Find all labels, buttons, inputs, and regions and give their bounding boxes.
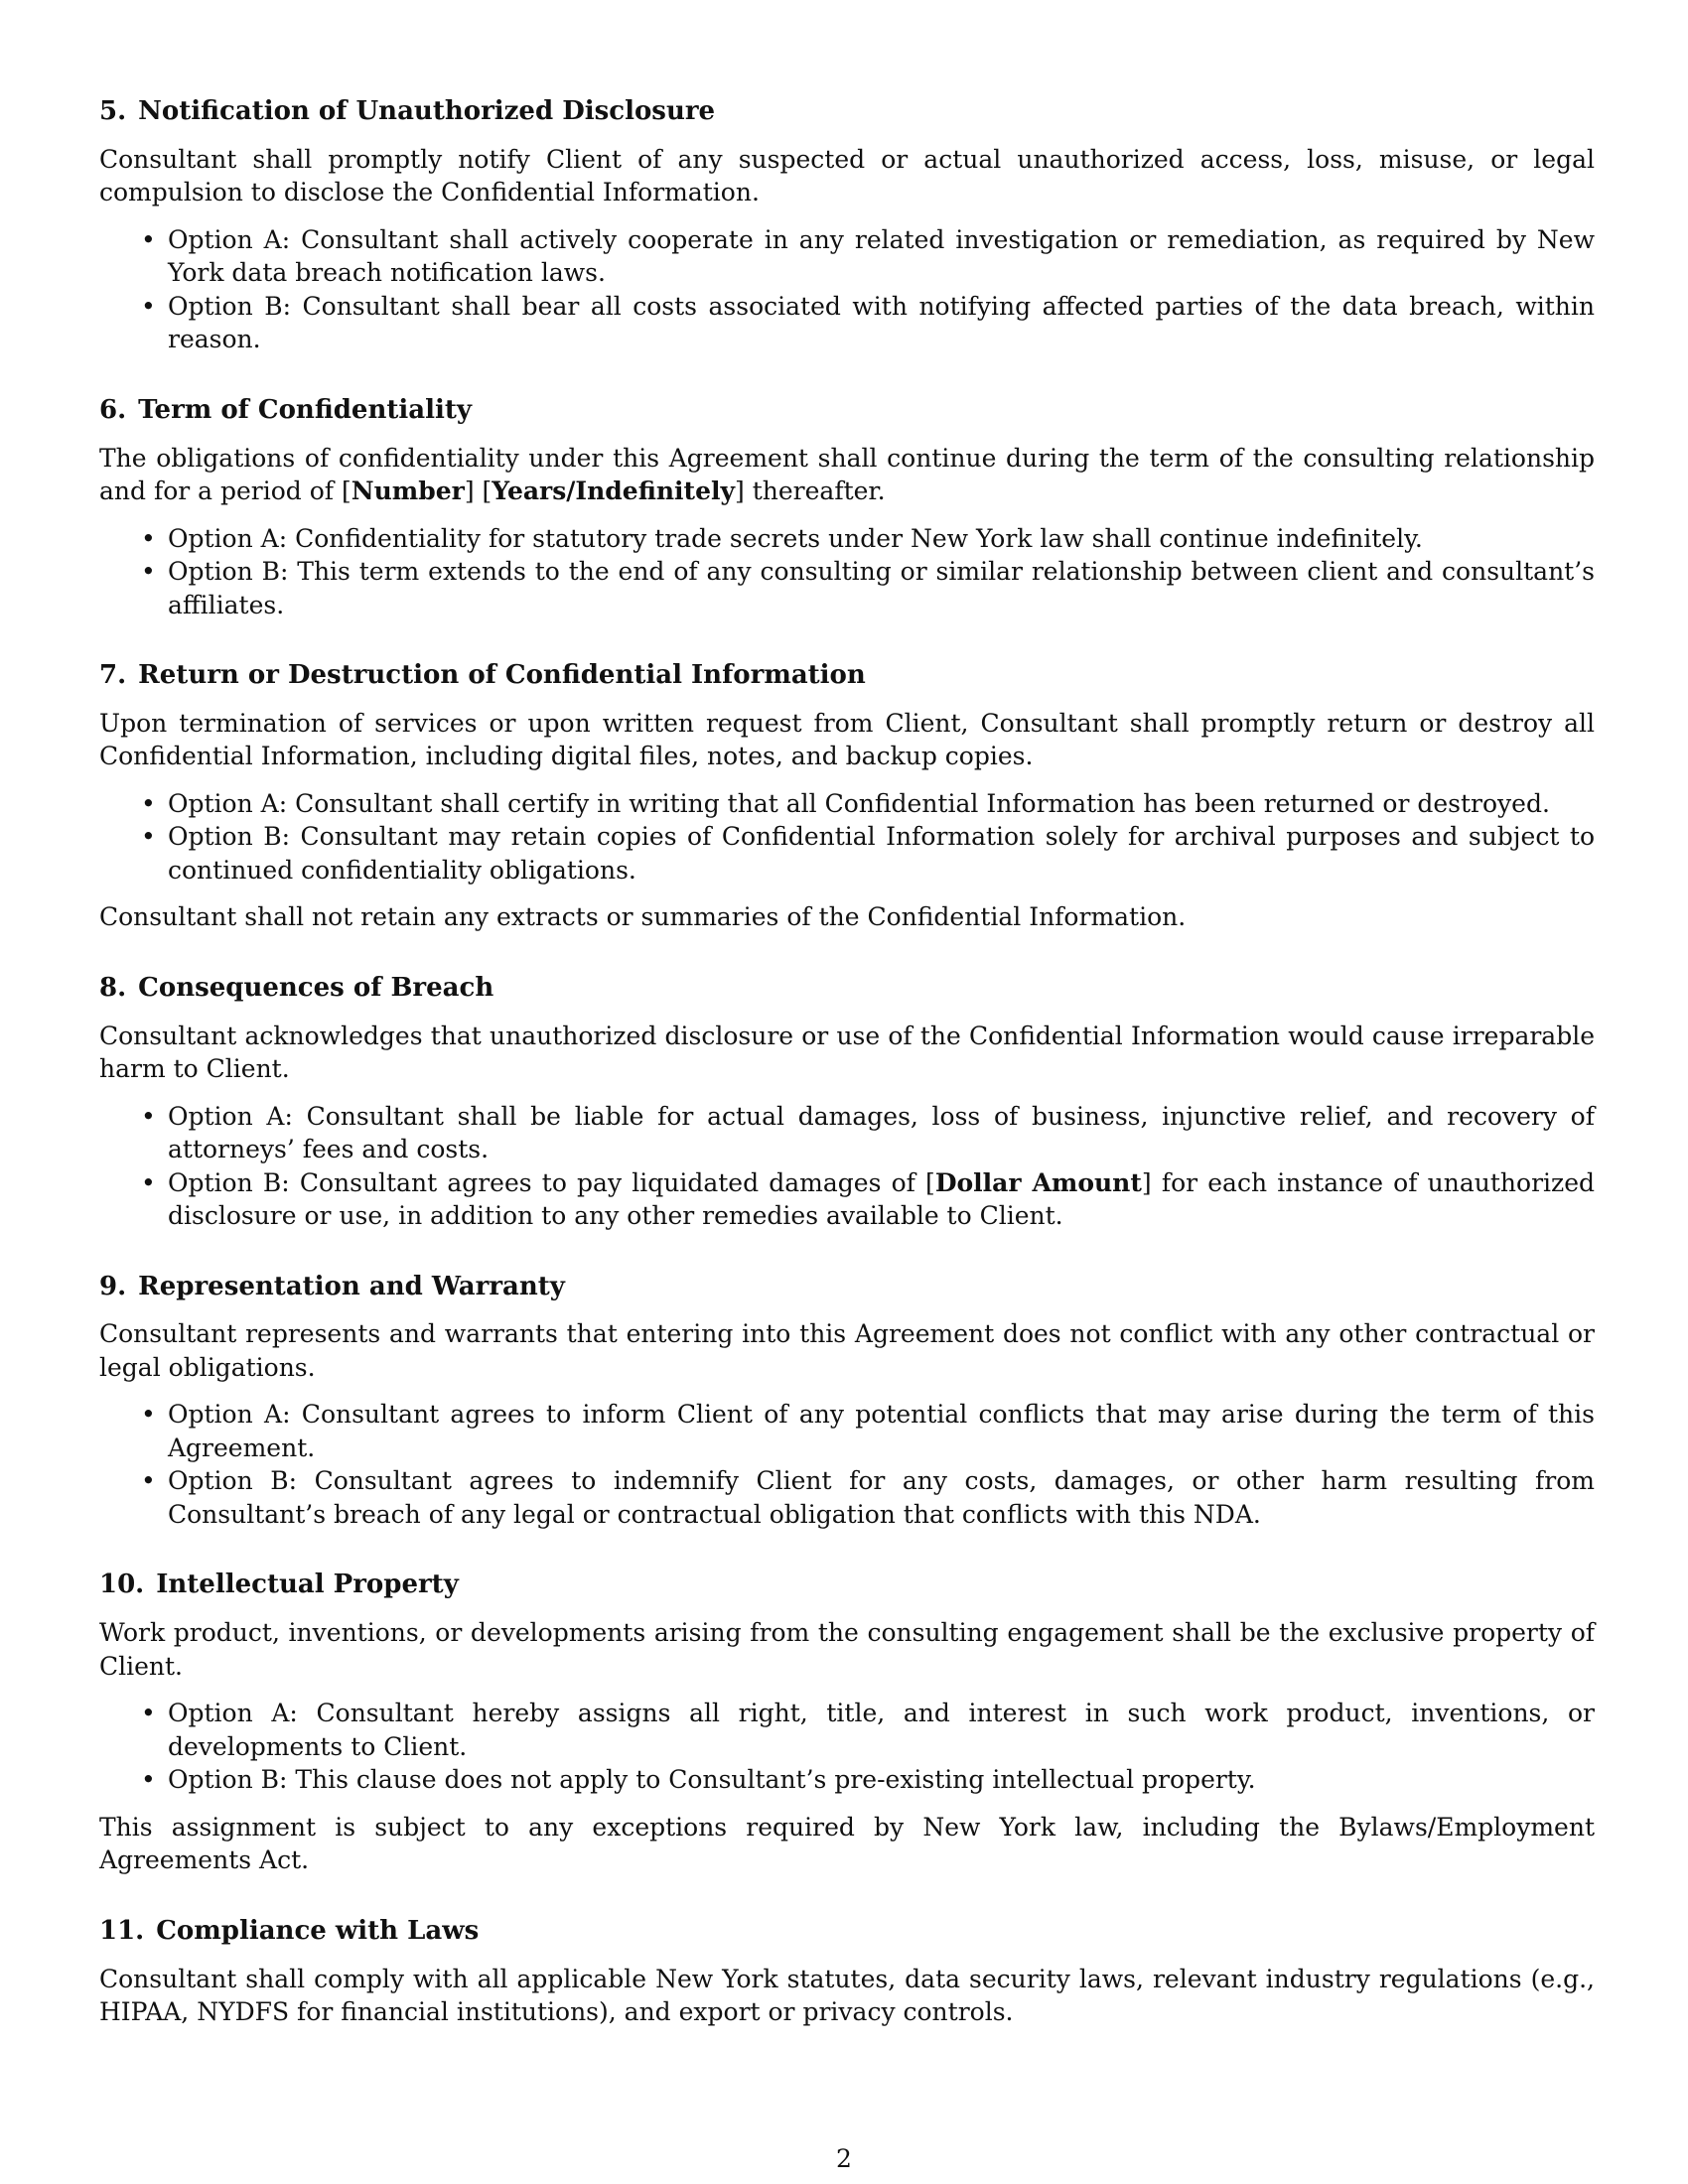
section-heading	[99, 972, 1595, 1006]
section-title: Return or Destruction of Confidential Information	[138, 660, 866, 691]
section-title: Intellectual Property	[156, 1570, 459, 1600]
option-b: • Option B: This clause does not apply to Consultant’s pre-existing intellectual property.	[168, 1763, 1595, 1797]
section-number: 11.	[99, 1915, 145, 1946]
section-closing-text: Consultant shall not retain any extracts or summaries of the Confidential Information.	[99, 902, 1187, 932]
option-a: • Option A: Consultant shall actively cooperate in any related investigation or remediation, as required by New York data breach notification laws.	[168, 223, 1595, 290]
section-8	[99, 972, 1595, 1233]
section-number: 8.	[99, 972, 127, 1003]
body-text: ] thereafter.	[735, 477, 886, 506]
option-a: • Option A: Consultant agrees to inform Client of any potential conflicts that may arise during the term of this Agreement.	[168, 1398, 1595, 1464]
options-list	[99, 223, 1595, 356]
section-number: 7.	[99, 660, 127, 691]
section-number: 9.	[99, 1271, 127, 1301]
body-text: ] [	[464, 477, 492, 506]
section-body: Work product, inventions, or developments arising from the consulting engagement shall be the exclusive property of Client.	[99, 1618, 1595, 1681]
placeholder-number: Number	[351, 477, 465, 506]
section-7	[99, 659, 1595, 934]
section-number: 5.	[99, 96, 127, 126]
section-6	[99, 394, 1595, 621]
section-body: Consultant represents and warrants that entering into this Agreement does not conflict with any other contractual or legal obligations.	[99, 1319, 1595, 1382]
option-a: • Option A: Consultant hereby assigns all right, title, and interest in such work product, inventions, or developments to Client.	[168, 1697, 1595, 1763]
section-number: 6.	[99, 394, 127, 425]
option-b: • Option B: Consultant shall bear all costs associated with notifying affected parties of the data breach, within reason.	[168, 290, 1595, 356]
page-number: 2	[836, 2144, 852, 2173]
section-title: Consequences of Breach	[138, 972, 494, 1003]
section-heading	[99, 1915, 1595, 1949]
document-page	[99, 95, 1595, 2029]
section-body: Consultant shall promptly notify Client of any suspected or actual unauthorized access, loss, misuse, or legal compulsion to disclose the Confidential Information.	[99, 144, 1595, 207]
section-10	[99, 1569, 1595, 1876]
section-9	[99, 1271, 1595, 1532]
option-b: • Option B: Consultant agrees to indemnify Client for any costs, damages, or other harm resulting from Consultant’s breach of any legal or contractual obligation that conflicts with this NDA.	[168, 1464, 1595, 1531]
options-list	[99, 1697, 1595, 1797]
section-body: Consultant acknowledges that unauthorized disclosure or use of the Confidential Information would cause irreparable harm to Client.	[99, 1021, 1595, 1084]
options-list	[99, 1398, 1595, 1531]
section-title: Notification of Unauthorized Disclosure	[138, 96, 716, 126]
option-a: • Option A: Consultant shall be liable for actual damages, loss of business, injunctive relief, and recovery of attorneys’ fees and costs.	[168, 1100, 1595, 1166]
section-heading	[99, 1569, 1595, 1602]
option-a: • Option A: Consultant shall certify in writing that all Confidential Information has been returned or destroyed.	[168, 787, 1595, 821]
section-heading	[99, 394, 1595, 428]
section-body	[99, 442, 1595, 508]
body-text: The obligations of confidentiality under this Agreement shall continue during the term of the consulting relationship and for a period of [	[99, 443, 1595, 506]
placeholder-dollar-amount: Dollar Amount	[934, 1167, 1142, 1197]
section-closing-text: This assignment is subject to any exceptions required by New York law, including the Bylaws/Employment Agreements Act.	[99, 1812, 1595, 1875]
option-b: • Option B: This term extends to the end of any consulting or similar relationship between client and consultant’s affiliates.	[168, 555, 1595, 621]
options-list	[99, 1100, 1595, 1233]
options-list	[99, 787, 1595, 887]
section-heading	[99, 95, 1595, 129]
section-11	[99, 1915, 1595, 2029]
section-number: 10.	[99, 1570, 145, 1600]
section-title: Representation and Warranty	[138, 1271, 565, 1301]
section-heading	[99, 1271, 1595, 1304]
placeholder-duration: Years/Indefinitely	[492, 477, 736, 506]
section-body: Upon termination of services or upon written request from Client, Consultant shall promptly return or destroy all Confidential Information, including digital files, notes, and backup copies.	[99, 708, 1595, 771]
option-text: Option B: Consultant agrees to pay liquidated damages of [	[168, 1167, 935, 1197]
option-b: • Option B: Consultant may retain copies of Confidential Information solely for archival purposes and subject to continued confidentiality obligations.	[168, 820, 1595, 887]
section-title: Compliance with Laws	[156, 1915, 480, 1946]
option-a: • Option A: Confidentiality for statutory trade secrets under New York law shall continue indefinitely.	[168, 522, 1595, 556]
section-body: Consultant shall comply with all applicable New York statutes, data security laws, relevant industry regulations (e.g., HIPAA, NYDFS for financial institutions), and export or privacy controls.	[99, 1964, 1595, 2027]
option-text: ] for each instance of unauthorized disclosure or use, in addition to any other remedies available to Client.	[168, 1167, 1595, 1231]
section-heading	[99, 659, 1595, 693]
section-title: Term of Confidentiality	[138, 394, 472, 425]
option-b	[168, 1166, 1595, 1233]
section-5	[99, 95, 1595, 356]
options-list	[99, 522, 1595, 622]
